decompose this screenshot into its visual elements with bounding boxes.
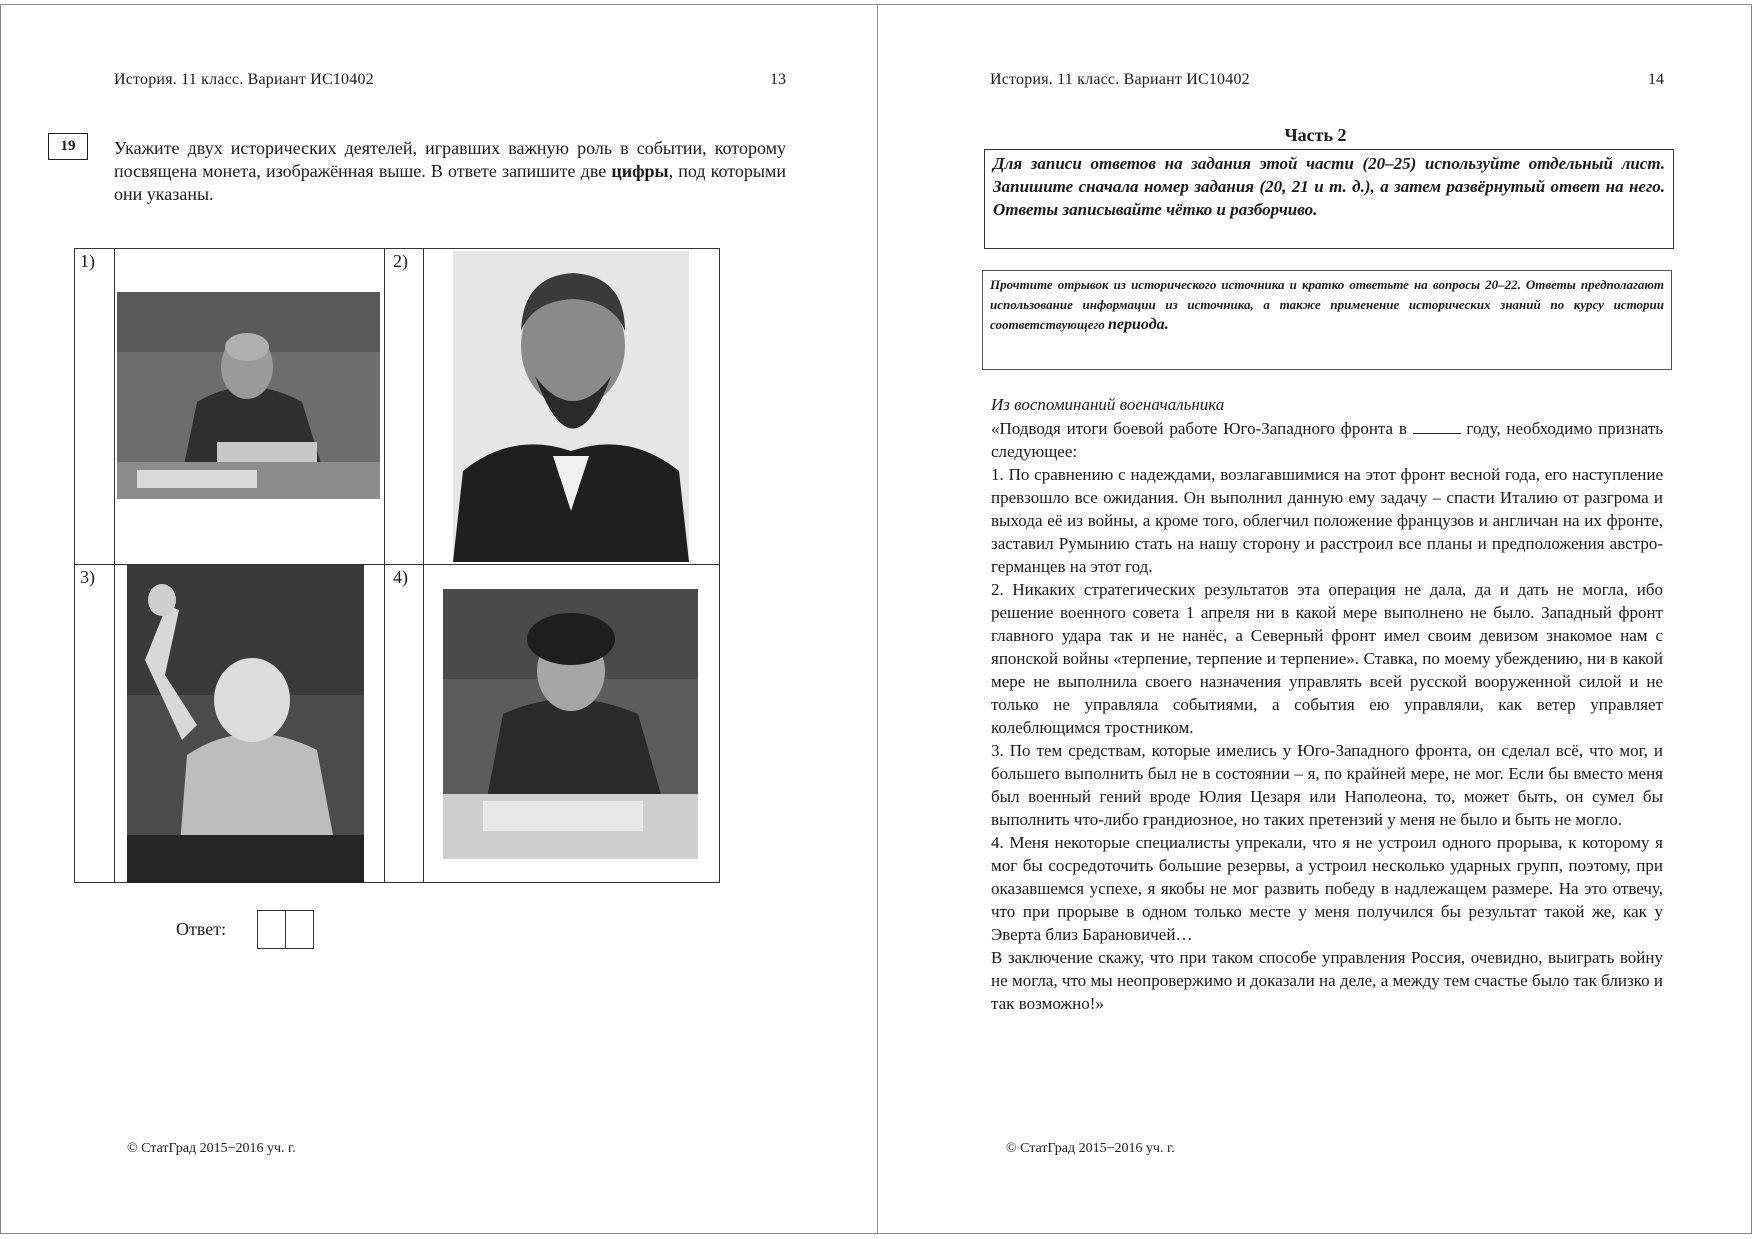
source-paragraph-5: В заключение скажу, что при таком способе управления Россия, очевидно, выиграть войну не могла, что мы неопровержимо и доказали на деле, а между тем счастье было так близко и так возможно!»: [991, 948, 1663, 1013]
left-page: [1, 5, 877, 1233]
option-label-3: 3): [80, 567, 95, 587]
reading-task-box: Прочтите отрывок из исторического источника и кратко ответьте на вопросы 20–22. Ответы предполагают использование информации из источника, а также применение исторических знаний по курсу истории соответствующего периода.: [982, 270, 1672, 370]
portrait-grid: [74, 248, 720, 883]
source-paragraph-intro: «Подводя итоги боевой работе Юго-Западного фронта в году, необходимо признать следующее:: [991, 419, 1664, 461]
left-page-footer: © СтатГрад 2015−2016 уч. г.: [127, 1141, 296, 1156]
option-label-4: 4): [393, 567, 408, 587]
answer-cell-2[interactable]: [285, 910, 314, 949]
left-page-number: 13: [770, 71, 786, 88]
source-paragraph-4: 4. Меня некоторые специалисты упрекали, что я не устроил одного прорыва, к которому я мог бы сосредоточить большие резервы, а устроил несколько ударных групп, поэтому, при оказавшемся успехе, я якобы не мог развить победу в надлежащем размере. На это отвечу, что при прорыве в одном только месте у меня получился бы результат такой же, как у Эверта близ Барановичей…: [991, 833, 1663, 944]
source-title: Из воспоминаний военачальника: [991, 395, 1225, 414]
right-page-header: История. 11 класс. Вариант ИС10402: [990, 71, 1250, 88]
right-page-footer: © СтатГрад 2015−2016 уч. г.: [1006, 1141, 1175, 1156]
right-page: [878, 5, 1753, 1233]
source-paragraph-3: 3. По тем средствам, которые имелись у Юго-Западного фронта, он сделал всё, что мог, и большего выполнить был не в состоянии – я, по крайней мере, не мог. Если бы вместо меня был военный гений вроде Юлия Цезаря или Наполеона, то, может быть, он сумел бы выполнить что-либо грандиозное, но таких претензий у меня не было и быть не могло.: [991, 741, 1663, 829]
question-number: 19: [48, 133, 88, 160]
portrait-photo-4-icon: [443, 589, 698, 859]
portrait-photo-1-icon: [117, 292, 380, 499]
portrait-photo-3-icon: [127, 565, 364, 883]
left-page-header: История. 11 класс. Вариант ИС10402: [114, 71, 374, 88]
year-blank: [1413, 419, 1461, 434]
answer-label: Ответ:: [176, 919, 227, 939]
instructions-box: Для записи ответов на задания этой части (20–25) используйте отдельный лист. Запишите сначала номер задания (20, 21 и т. д.), а затем развёрнутый ответ на него. Ответы записывайте чётко и разборчиво.: [984, 149, 1674, 249]
source-paragraph-2: 2. Никаких стратегических результатов эта операция не дала, да и дать не могла, ибо решение военного совета 1 апреля ни в какой мере выполнено не было. Западный фронт главного удара так и не нанёс, а Северный фронт имел своим девизом знакомое нам с японской войны «терпение, терпение и терпение». Ставка, по моему убеждению, ни в какой мере не выполнила своего назначения управлять всей русской вооруженной силой и не только не управляла событиями, а события ею управляли, как ветер управляет колеблющимся тростником.: [991, 580, 1663, 737]
answer-cell-1[interactable]: [257, 910, 286, 949]
source-text: [991, 417, 1663, 1015]
part-title: Часть 2: [1284, 125, 1347, 145]
right-page-number: 14: [1648, 71, 1664, 88]
document-spread: [0, 4, 1752, 1234]
option-label-2: 2): [393, 251, 408, 271]
portrait-photo-2-icon: [453, 251, 689, 562]
option-label-1: 1): [80, 251, 95, 271]
source-paragraph-1: 1. По сравнению с надеждами, возлагавшимися на этот фронт весной года, его наступление превзошло все ожидания. Он выполнил данную ему задачу – спасти Италию от разгрома и выхода её из войны, а кроме того, облегчил положение французов и англичан на их фронте, заставил Румынию стать на нашу сторону и расстроил все планы и предположения австро-германцев на этот год.: [991, 465, 1663, 576]
question-text: Укажите двух исторических деятелей, игравших важную роль в событии, которому посвящена монета, изображённая выше. В ответе запишите две цифры, под которыми они указаны.: [114, 138, 786, 204]
